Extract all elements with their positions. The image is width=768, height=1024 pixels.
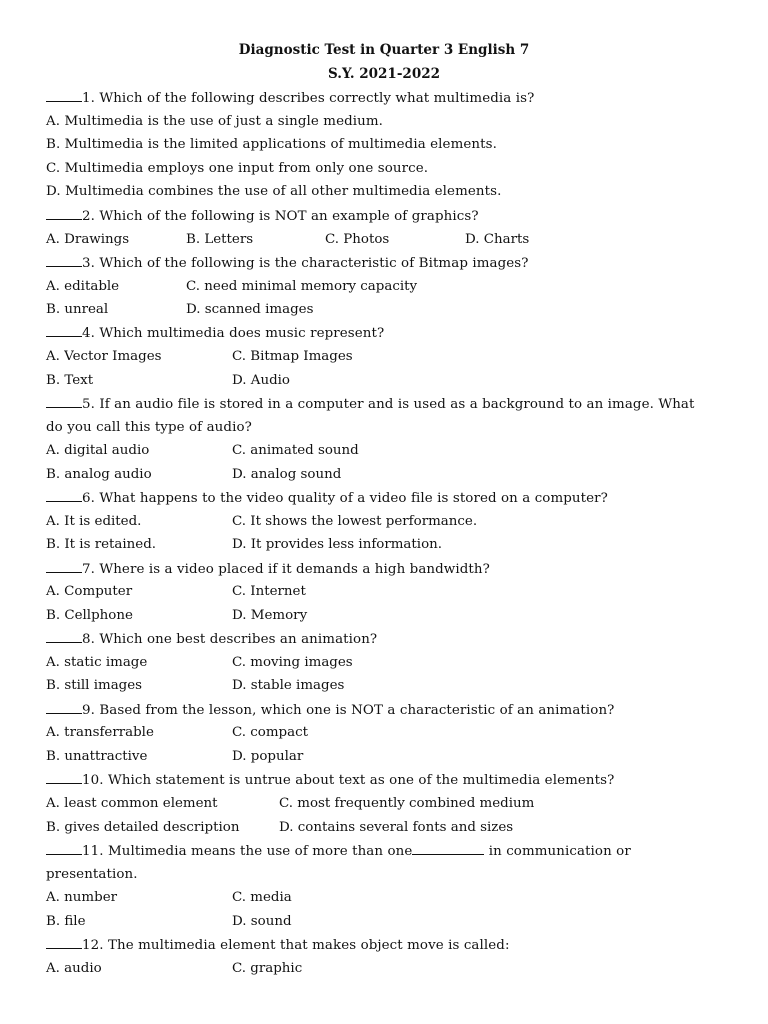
- option-5d: D. analog sound: [232, 467, 342, 482]
- option-9b: B. unattractive: [46, 749, 148, 764]
- option-7a: A. Computer: [46, 584, 133, 599]
- option-5a: A. digital audio: [46, 443, 150, 458]
- answer-blank[interactable]: [46, 396, 82, 408]
- option-2a: A. Drawings: [46, 232, 130, 247]
- option-4b: B. Text: [46, 373, 94, 388]
- question-stem: 7. Where is a video placed if it demands a high bandwidth?: [82, 562, 490, 577]
- option-4d: D. Audio: [232, 373, 290, 388]
- question-stem: 4. Which multimedia does music represent?: [82, 326, 385, 341]
- question-5: [46, 396, 695, 412]
- option-5b: B. analog audio: [46, 467, 152, 482]
- option-11d: D. sound: [232, 914, 292, 929]
- option-10a: A. least common element: [46, 796, 218, 811]
- option-9a: A. transferrable: [46, 725, 154, 740]
- answer-blank[interactable]: [46, 208, 82, 220]
- option-6a: A. It is edited.: [46, 514, 142, 529]
- option-2c: C. Photos: [325, 232, 390, 247]
- question-6: [46, 490, 608, 506]
- question-stem: 3. Which of the following is the characteristic of Bitmap images?: [82, 256, 529, 271]
- question-stem: 2. Which of the following is NOT an example of graphics?: [82, 209, 479, 224]
- question-stem: 12. The multimedia element that makes object move is called:: [82, 938, 510, 953]
- question-10: [46, 772, 614, 788]
- option-11a: A. number: [46, 890, 118, 905]
- question-stem: 11. Multimedia means the use of more than one: [82, 844, 413, 859]
- question-12: [46, 937, 510, 953]
- option-8c: C. moving images: [232, 655, 353, 670]
- option-12c: C. graphic: [232, 961, 303, 976]
- question-1: [46, 90, 534, 106]
- option-8a: A. static image: [46, 655, 148, 670]
- option-6c: C. It shows the lowest performance.: [232, 514, 478, 529]
- question-stem: 9. Based from the lesson, which one is NOT a characteristic of an animation?: [82, 703, 615, 718]
- option-3b: B. unreal: [46, 302, 109, 317]
- question-stem: 8. Which one best describes an animation?: [82, 632, 378, 647]
- option-11c: C. media: [232, 890, 292, 905]
- answer-blank[interactable]: [46, 702, 82, 714]
- option-1c: C. Multimedia employs one input from only one source.: [46, 161, 429, 176]
- question-8: [46, 631, 377, 647]
- option-2d: D. Charts: [465, 232, 530, 247]
- option-10b: B. gives detailed description: [46, 820, 240, 835]
- option-7c: C. Internet: [232, 584, 306, 599]
- option-8d: D. stable images: [232, 678, 345, 693]
- answer-blank[interactable]: [46, 90, 82, 102]
- question-2: [46, 208, 479, 224]
- fill-in-blank[interactable]: [412, 843, 484, 855]
- option-6d: D. It provides less information.: [232, 537, 443, 552]
- option-3c: C. need minimal memory capacity: [186, 279, 418, 294]
- question-5-cont: do you call this type of audio?: [46, 420, 252, 435]
- answer-blank[interactable]: [46, 843, 82, 855]
- option-1a: A. Multimedia is the use of just a single medium.: [46, 114, 384, 129]
- question-7: [46, 561, 490, 577]
- answer-blank[interactable]: [46, 561, 82, 573]
- option-7d: D. Memory: [232, 608, 308, 623]
- page-title: Diagnostic Test in Quarter 3 English 7: [238, 42, 530, 58]
- question-stem: 10. Which statement is untrue about text as one of the multimedia elements?: [82, 773, 615, 788]
- option-5c: C. animated sound: [232, 443, 359, 458]
- option-11b: B. file: [46, 914, 86, 929]
- option-6b: B. It is retained.: [46, 537, 157, 552]
- option-10c: C. most frequently combined medium: [279, 796, 535, 811]
- option-7b: B. Cellphone: [46, 608, 133, 623]
- answer-blank[interactable]: [46, 631, 82, 643]
- option-10d: D. contains several fonts and sizes: [279, 820, 514, 835]
- question-stem: 5. If an audio file is stored in a computer and is used as a background to an image. What: [82, 397, 695, 412]
- option-8b: B. still images: [46, 678, 143, 693]
- question-11-cont: presentation.: [46, 867, 138, 882]
- option-1d: D. Multimedia combines the use of all other multimedia elements.: [46, 184, 502, 199]
- option-3d: D. scanned images: [186, 302, 314, 317]
- option-3a: A. editable: [46, 279, 120, 294]
- answer-blank[interactable]: [46, 255, 82, 267]
- option-2b: B. Letters: [186, 232, 254, 247]
- question-stem: 6. What happens to the video quality of a video file is stored on a computer?: [82, 491, 608, 506]
- answer-blank[interactable]: [46, 772, 82, 784]
- option-4a: A. Vector Images: [46, 349, 162, 364]
- answer-blank[interactable]: [46, 325, 82, 337]
- option-9c: C. compact: [232, 725, 308, 740]
- question-9: [46, 702, 614, 718]
- school-year: S.Y. 2021-2022: [327, 66, 440, 82]
- answer-blank[interactable]: [46, 490, 82, 502]
- option-1b: B. Multimedia is the limited applications of multimedia elements.: [46, 137, 497, 152]
- option-9d: D. popular: [232, 749, 304, 764]
- question-stem-end: in communication or: [484, 844, 631, 859]
- question-3: [46, 255, 529, 271]
- question-4: [46, 325, 384, 341]
- answer-blank[interactable]: [46, 937, 82, 949]
- question-11: [46, 843, 631, 859]
- question-stem: 1. Which of the following describes correctly what multimedia is?: [82, 91, 535, 106]
- option-12a: A. audio: [46, 961, 102, 976]
- option-4c: C. Bitmap Images: [232, 349, 353, 364]
